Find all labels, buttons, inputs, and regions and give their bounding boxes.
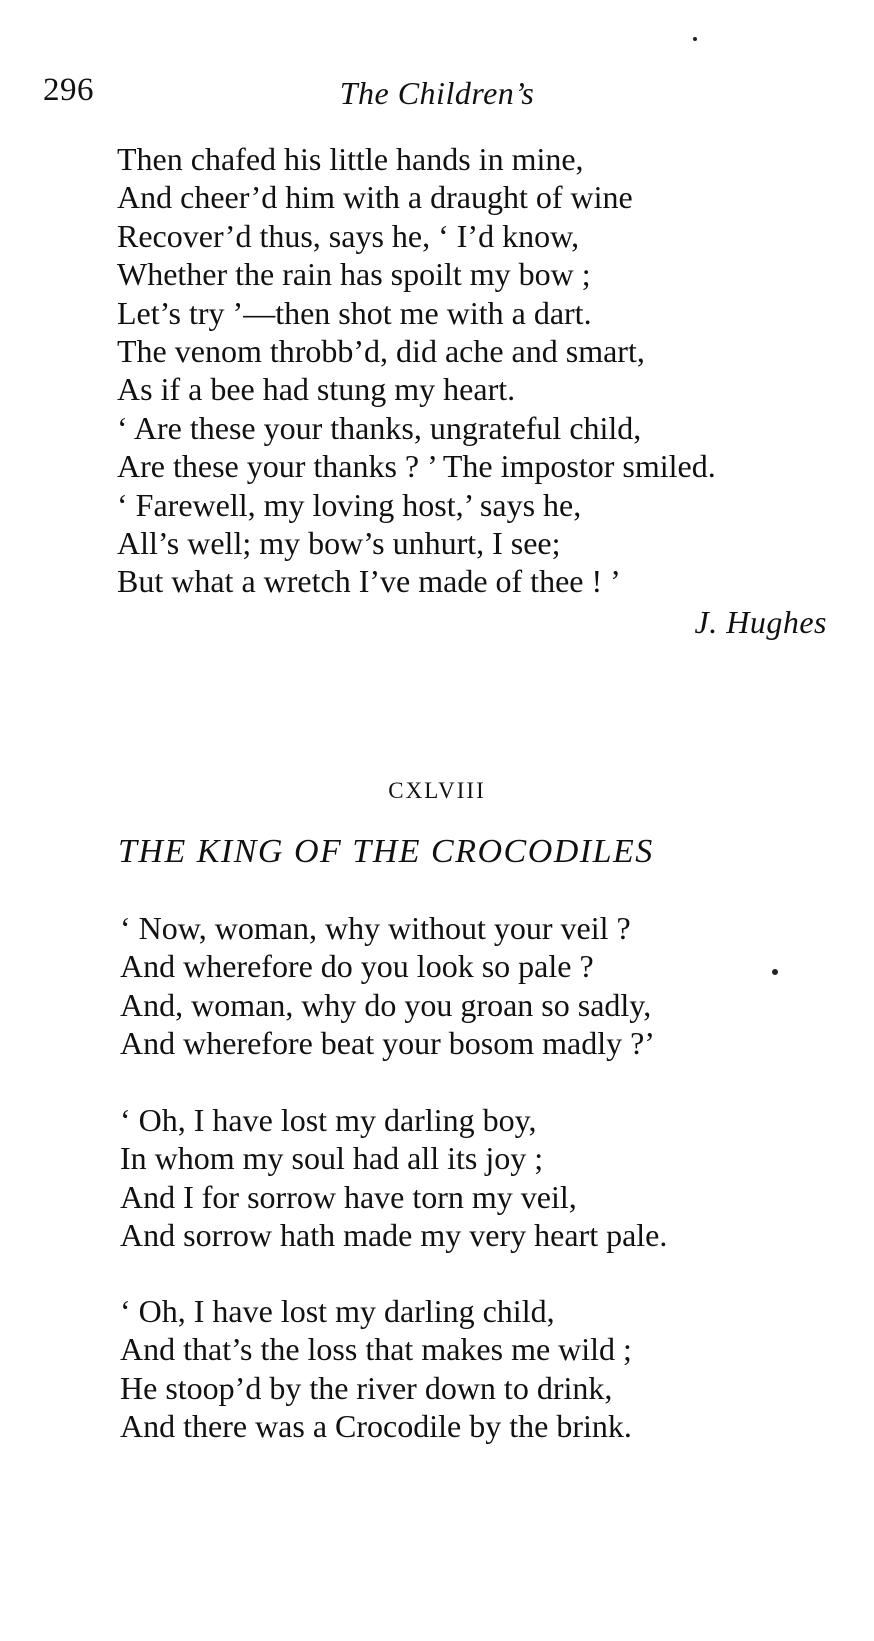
verse-line: But what a wretch I’ve made of thee ! ’ — [117, 563, 621, 600]
poem-end-stanza — [117, 140, 716, 601]
verse-line: In whom my soul had all its joy ; — [120, 1140, 544, 1177]
poem-number: CXLVIII — [388, 778, 486, 803]
verse-line: And wherefore beat your bosom madly ?’ — [120, 1025, 655, 1062]
verse-line: Let’s try ’—then shot me with a dart. — [117, 294, 592, 331]
verse-line: ‘ Farewell, my loving host,’ says he, — [117, 486, 582, 523]
print-speck — [693, 37, 697, 41]
verse-line: And, woman, why do you groan so sadly, — [120, 986, 652, 1023]
verse-line: As if a bee had stung my heart. — [117, 371, 516, 408]
verse-line: ‘ Now, woman, why without your veil ? — [120, 910, 631, 946]
verse-line: And I for sorrow have torn my veil, — [120, 1178, 577, 1215]
verse-line: And sorrow hath made my very heart pale. — [120, 1217, 668, 1254]
verse-line: And cheer’d him with a draught of wine — [117, 179, 633, 216]
verse-line: Whether the rain has spoilt my bow ; — [117, 256, 591, 293]
verse-line: He stoop’d by the river down to drink, — [120, 1369, 613, 1406]
verse-line: And there was a Crocodile by the brink. — [120, 1408, 632, 1445]
page-number: 296 — [43, 72, 94, 108]
stanza-2 — [120, 1101, 667, 1255]
verse-line: Are these your thanks ? ’ The impostor smiled. — [117, 448, 716, 485]
verse-line: All’s well; my bow’s unhurt, I see; — [117, 525, 561, 562]
verse-line: ‘ Oh, I have lost my darling child, — [120, 1293, 555, 1329]
poem-attribution: J. Hughes — [694, 604, 827, 640]
verse-line: ‘ Oh, I have lost my darling boy, — [120, 1102, 537, 1138]
running-head: The Children’s — [339, 75, 535, 111]
stanza-1 — [120, 909, 655, 1063]
stanza-3 — [120, 1292, 632, 1446]
verse-line: Then chafed his little hands in mine, — [117, 141, 584, 177]
verse-line: Recover’d thus, says he, ‘ I’d know, — [117, 217, 580, 254]
verse-line: The venom throbb’d, did ache and smart, — [117, 333, 645, 370]
print-speck — [772, 969, 778, 975]
verse-line: ‘ Are these your thanks, ungrateful child, — [117, 409, 642, 446]
verse-line: And wherefore do you look so pale ? — [120, 948, 594, 985]
verse-line: And that’s the loss that makes me wild ; — [120, 1331, 632, 1368]
poem-title: THE KING OF THE CROCODILES — [118, 833, 654, 870]
